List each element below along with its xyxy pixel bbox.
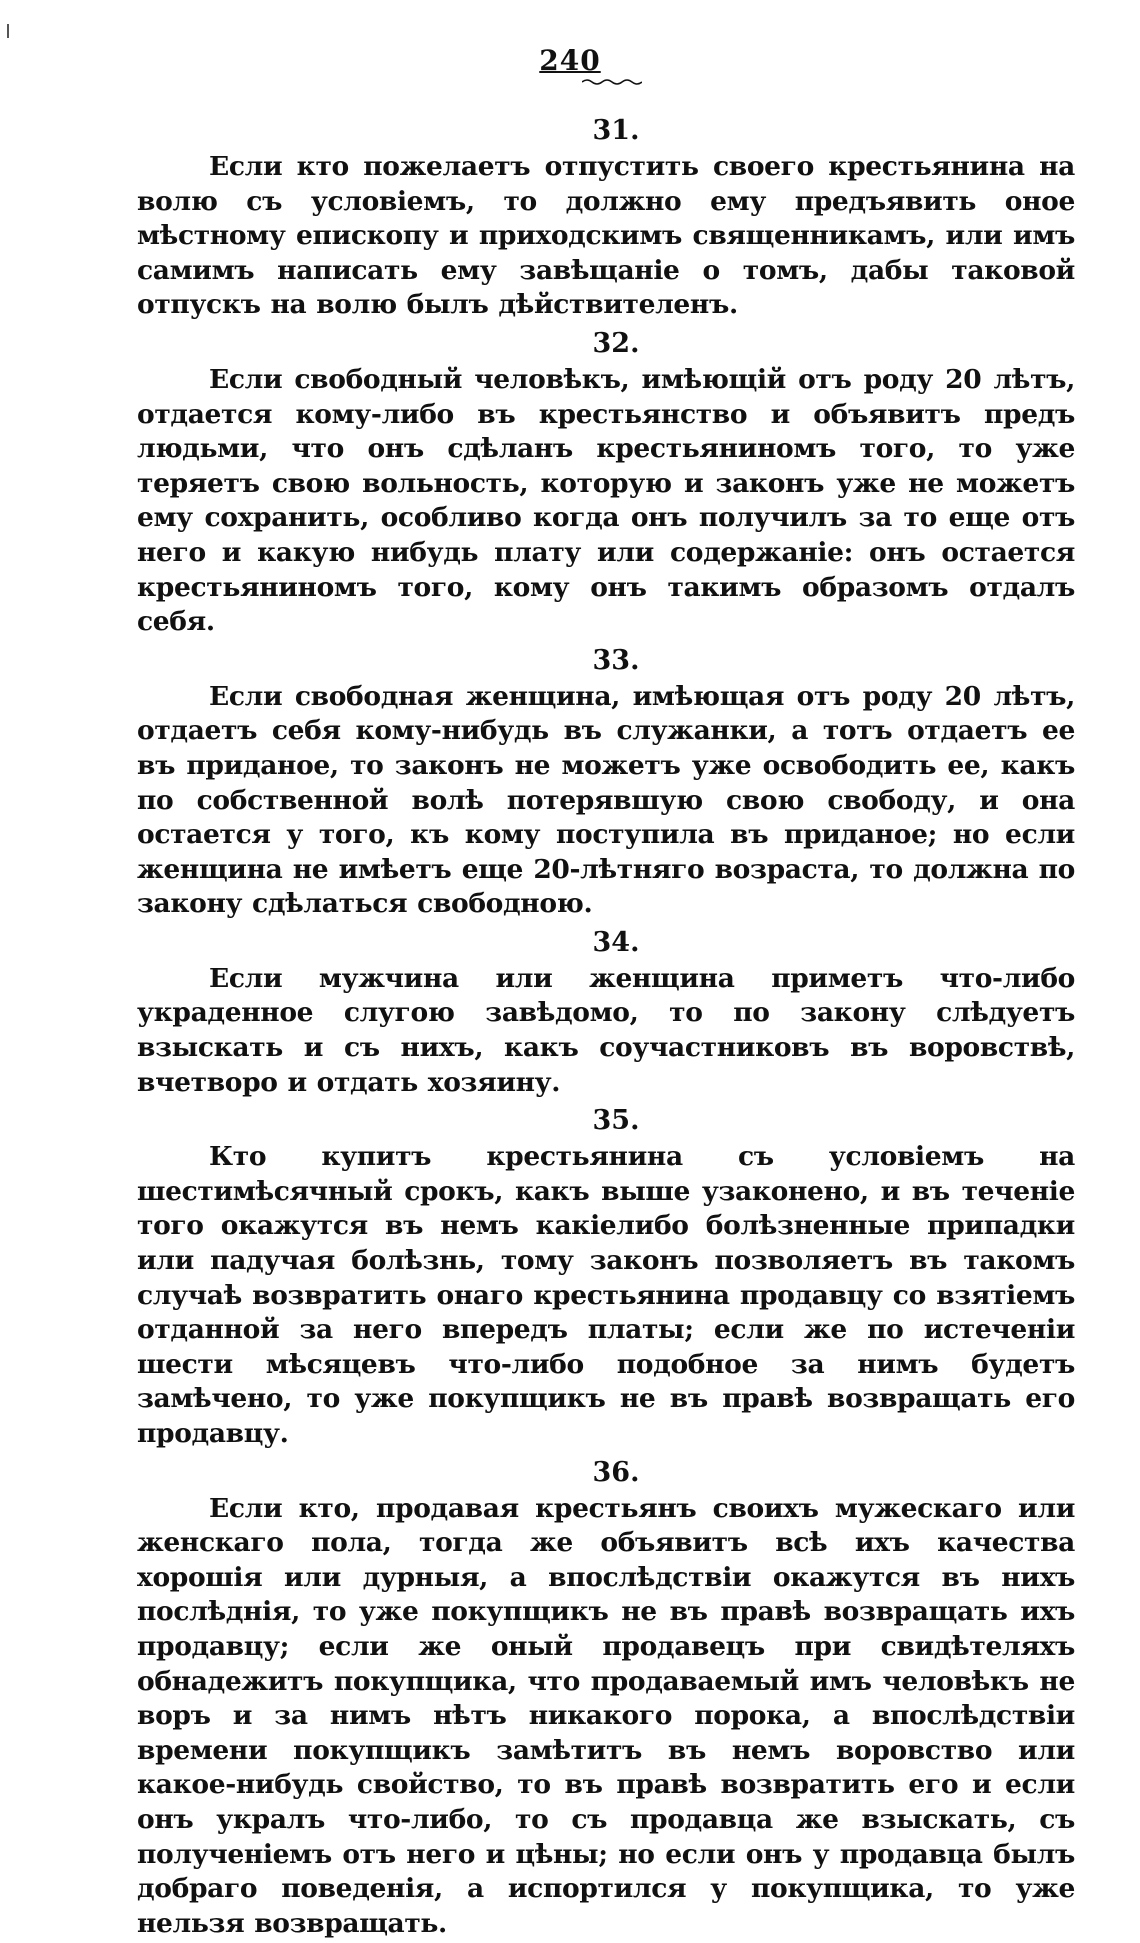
section-32	[137, 325, 1075, 640]
section-text: Если свободный человѣкъ, имѣющій отъ роду 20 лѣтъ, отдается кому-либо въ крестьянство и объявитъ предъ людьми, что онъ сдѣланъ крестьяниномъ того, то уже теряетъ свою вольность, которую и законъ уже не можетъ ему сохранить, особливо когда онъ получилъ за то еще отъ него и какую нибудь плату или содержаніе: онъ остается крестьяниномъ того, кому онъ такимъ образомъ отдалъ себя.	[137, 363, 1075, 638]
section-text: Если свободная женщина, имѣющая отъ роду 20 лѣтъ, отдаетъ себя кому-нибудь въ служанки, а тотъ отдаетъ ее въ приданое, то законъ не можетъ уже освободить ее, какъ по собственной волѣ потерявшую свою свободу, и она остается у того, къ кому поступила въ приданое; но если женщина не имѣетъ еще 20-лѣтняго возраста, то должна по закону сдѣлаться свободною.	[137, 680, 1075, 920]
section-number: 36.	[592, 1456, 640, 1488]
section-number: 35.	[592, 1105, 640, 1137]
document-body	[137, 112, 1075, 1943]
section-number: 32.	[592, 327, 640, 359]
section-number: 33.	[592, 644, 640, 676]
section-text: Если мужчина или женщина приметъ что-либо украденное слугою завѣдомо, то по закону слѣдуетъ взыскать и съ нихъ, какъ соучастниковъ въ воровствѣ, вчетворо и отдать хозяину.	[137, 962, 1075, 1098]
page-number-ornament	[582, 78, 642, 86]
scan-edge-mark	[7, 24, 9, 38]
section-text: Кто купитъ крестьянина съ условіемъ на шестимѣсячный срокъ, какъ выше узаконено, и въ теченіе того окажутся въ немъ какіелибо болѣзненные припадки или падучая болѣзнь, тому законъ позволяетъ въ такомъ случаѣ возвратить онаго крестьянина продавцу со взятіемъ отданной за него впередъ платы; если же по истеченіи шести мѣсяцевъ что-либо подобное за нимъ будетъ замѣчено, то уже покупщикъ не въ правѣ возвращать его продавцу.	[137, 1141, 1075, 1449]
section-31	[137, 112, 1075, 323]
section-34	[137, 924, 1075, 1100]
section-text: Если кто, продавая крестьянъ своихъ мужескаго или женскаго пола, тогда же объявитъ всѣ ихъ качества хорошія или дурныя, а впослѣдствіи окажутся въ нихъ послѣднія, то уже покупщикъ не въ правѣ возвращать ихъ продавцу; если же оный продавецъ при свидѣтеляхъ обнадежитъ покупщика, что продаваемый имъ человѣкъ не воръ и за нимъ нѣтъ никакого порока, а впослѣдствіи времени покупщикъ замѣтитъ въ немъ воровство или какое-нибудь свойство, то въ правѣ возвратить его и если онъ укралъ что-либо, то съ продавца же взыскать, съ полученіемъ отъ него и цѣны; но если онъ у продавца былъ добраго поведенія, а испортился у покупщика, то уже нельзя возвращать.	[137, 1492, 1075, 1939]
section-35	[137, 1102, 1075, 1451]
section-36	[137, 1454, 1075, 1942]
page-number: 240	[539, 44, 601, 77]
section-number: 34.	[592, 926, 640, 958]
section-number: 31.	[592, 115, 640, 146]
section-text: Если кто пожелаетъ отпустить своего крестьянина на волю съ условіемъ, то должно ему предъявить оное мѣстному епископу и приходскимъ священникамъ, или имъ самимъ написать ему завѣщаніе о томъ, дабы таковой отпускъ на волю былъ дѣйствителенъ.	[137, 151, 1075, 321]
section-33	[137, 642, 1075, 922]
